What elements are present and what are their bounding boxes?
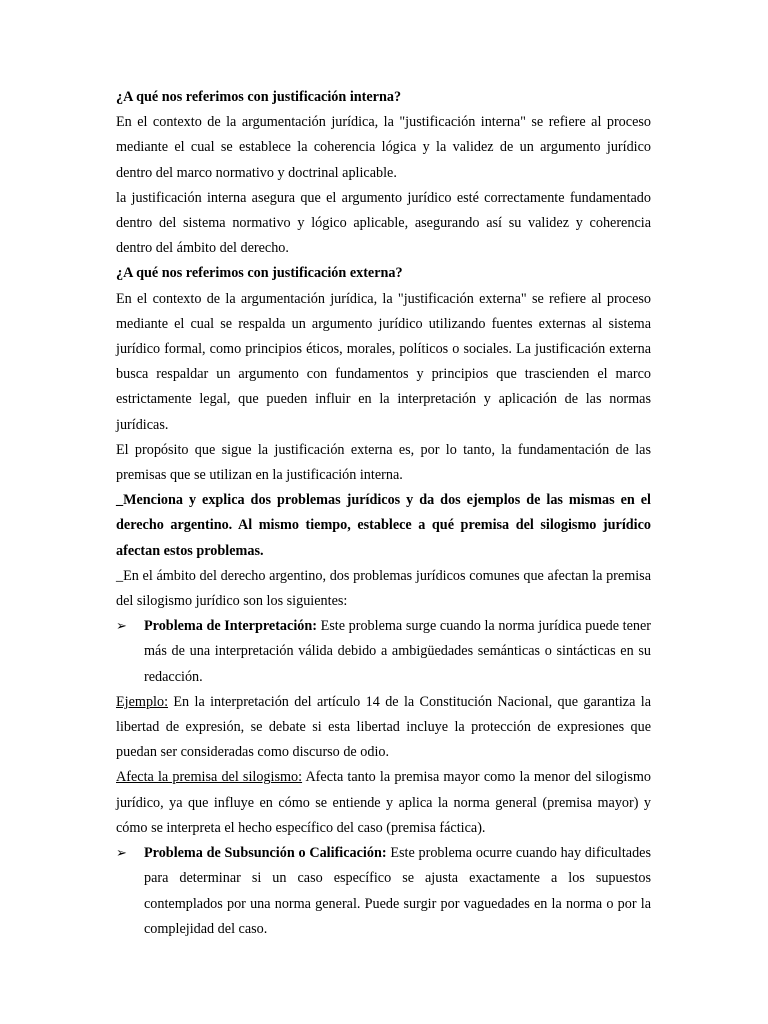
problem-title: Problema de Interpretación: xyxy=(144,618,317,635)
question-heading-external-justification: ¿A qué nos referimos con justificación externa? xyxy=(116,265,403,282)
list-item-interpretation-problem xyxy=(116,614,651,690)
list-item-subsumption-problem xyxy=(116,841,651,942)
arrow-bullet-icon: ➢ xyxy=(116,619,127,635)
paragraph-external-justification-definition: En el contexto de la argumentación jurídica, la "justificación externa" se refiere al proceso mediante el cual se respalda un argumento jurídico utilizando fuentes externas al sistema jurídico formal, como principios éticos, morales, políticos o sociales. La justificación externa busca respaldar un argumento con fundamentos y principios que trascienden el marco estrictamente legal, que pueden influir en la interpretación y aplicación de las normas jurídicas. xyxy=(116,290,651,433)
problem-description: Este problema ocurre cuando hay dificultades para determinar si un caso específico se ajusta exactamente a los supuestos contemplados por una norma general. Puede surgir por vaguedades en la norma o por la complejidad del caso. xyxy=(144,845,651,937)
example-text: En la interpretación del artículo 14 de la Constitución Nacional, que garantiza la libertad de expresión, se debate si esta libertad incluye la protección de expresiones que puedan ser consideradas como discurso de odio. xyxy=(116,693,651,761)
question-heading-legal-problems: _Menciona y explica dos problemas jurídicos y da dos ejemplos de las mismas en el derecho argentino. Al mismo tiempo, establece a qué premisa del silogismo jurídico afectan estos problemas. xyxy=(116,492,651,559)
affected-premise-label: Afecta la premisa del silogismo: xyxy=(116,769,303,786)
problem-title: Problema de Subsunción o Calificación: xyxy=(144,845,387,862)
arrow-bullet-icon: ➢ xyxy=(116,846,127,862)
example-label: Ejemplo: xyxy=(116,693,169,710)
paragraph-internal-justification-summary: la justificación interna asegura que el argumento jurídico esté correctamente fundamentado dentro del sistema normativo y lógico aplicable, asegurando así su validez y coherencia dentro del ámbito del derecho. xyxy=(116,189,651,257)
document-page xyxy=(116,85,651,942)
affected-premise-text: Afecta tanto la premisa mayor como la menor del silogismo jurídico, ya que influye en cómo se entiende y aplica la norma general (premisa mayor) y cómo se interpreta el hecho específico del caso (premisa fáctica). xyxy=(116,769,651,836)
paragraph-example-interpretation xyxy=(116,690,651,766)
paragraph-external-justification-purpose: El propósito que sigue la justificación externa es, por lo tanto, la fundamentación de las premisas que se utilizan en la justificación interna. xyxy=(116,441,651,484)
question-heading-internal-justification: ¿A qué nos referimos con justificación interna? xyxy=(116,89,402,105)
paragraph-internal-justification-definition: En el contexto de la argumentación jurídica, la "justificación interna" se refiere al proceso mediante el cual se establece la coherencia lógica y la validez de un argumento jurídico dentro del marco normativo y doctrinal aplicable. xyxy=(116,114,651,181)
problem-description: Este problema surge cuando la norma jurídica puede tener más de una interpretación válida debido a ambigüedades semánticas o sintácticas en su redacción. xyxy=(144,618,651,685)
paragraph-legal-problems-intro: _En el ámbito del derecho argentino, dos problemas jurídicos comunes que afectan la premisa del silogismo jurídico son los siguientes: xyxy=(116,567,651,610)
paragraph-affected-premise xyxy=(116,765,651,841)
